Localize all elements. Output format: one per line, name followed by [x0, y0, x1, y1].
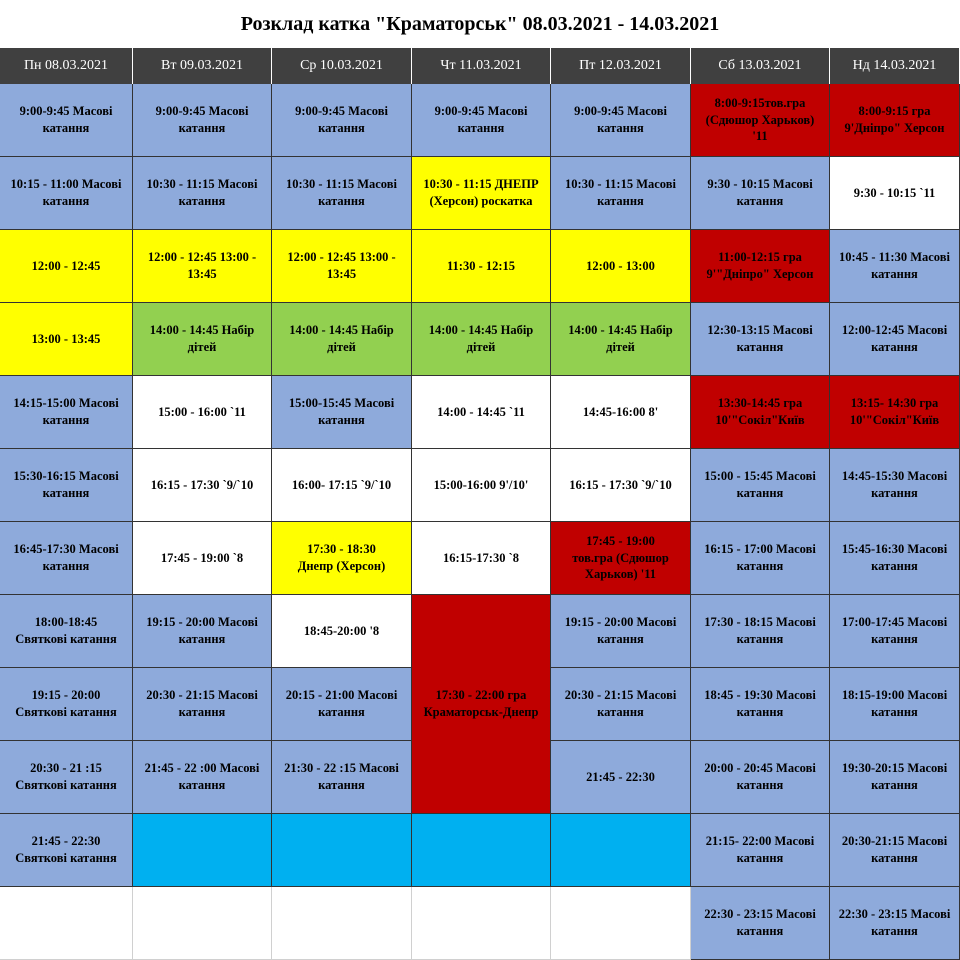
schedule-cell: 9:00-9:45 Масові катання	[551, 84, 691, 157]
schedule-cell: 10:30 - 11:15 ДНЕПР (Херсон) роскатка	[412, 157, 551, 230]
schedule-cell: 21:30 - 22 :15 Масові катання	[272, 741, 412, 814]
schedule-cell: 17:30 - 18:15 Масові катання	[691, 595, 830, 668]
empty-cell	[133, 887, 272, 960]
day-header: Сб 13.03.2021	[691, 48, 830, 84]
schedule-cell: 16:15 - 17:00 Масові катання	[691, 522, 830, 595]
schedule-cell: 16:00- 17:15 `9/`10	[272, 449, 412, 522]
day-header: Нд 14.03.2021	[830, 48, 960, 84]
schedule-cell: 18:15-19:00 Масові катання	[830, 668, 960, 741]
schedule-cell: 13:30-14:45 гра 10'"Сокіл"Київ	[691, 376, 830, 449]
schedule-cell: 22:30 - 23:15 Масові катання	[691, 887, 830, 960]
schedule-cell: 14:15-15:00 Масові катання	[0, 376, 133, 449]
schedule-cell: 17:45 - 19:00 тов.гра (Сдюшор Харьков) '11	[551, 522, 691, 595]
schedule-cell: 18:45 - 19:30 Масові катання	[691, 668, 830, 741]
schedule-cell: 20:30 - 21:15 Масові катання	[551, 668, 691, 741]
schedule-cell: 21:15- 22:00 Масові катання	[691, 814, 830, 887]
schedule-cell: 14:00 - 14:45 Набір дітей	[272, 303, 412, 376]
schedule-cell: 21:45 - 22 :00 Масові катання	[133, 741, 272, 814]
schedule-cell: 9:30 - 10:15 `11	[830, 157, 960, 230]
schedule-cell: 16:15 - 17:30 `9/`10	[133, 449, 272, 522]
schedule-cell: 18:00-18:45 Святкові катання	[0, 595, 133, 668]
schedule-cell: 14:00 - 14:45 `11	[412, 376, 551, 449]
schedule-cell: 14:00 - 14:45 Набір дітей	[551, 303, 691, 376]
schedule-cell: 14:45-15:30 Масові катання	[830, 449, 960, 522]
schedule-cell: 12:00 - 13:00	[551, 230, 691, 303]
schedule-cell: 21:45 - 22:30	[551, 741, 691, 814]
schedule-cell: 19:30-20:15 Масові катання	[830, 741, 960, 814]
schedule-cell: 21:45 - 22:30 Святкові катання	[0, 814, 133, 887]
schedule-cell: 9:30 - 10:15 Масові катання	[691, 157, 830, 230]
schedule-cell: 18:45-20:00 '8	[272, 595, 412, 668]
schedule-cell: 14:45-16:00 8'	[551, 376, 691, 449]
schedule-cell: 16:15-17:30 `8	[412, 522, 551, 595]
schedule-cell: 9:00-9:45 Масові катання	[412, 84, 551, 157]
schedule-cell: 14:00 - 14:45 Набір дітей	[412, 303, 551, 376]
empty-cell	[551, 887, 691, 960]
schedule-cell: 19:15 - 20:00 Масові катання	[551, 595, 691, 668]
page-title: Розклад катка "Краматорськ" 08.03.2021 - 14.03.2021	[240, 12, 720, 35]
empty-cell	[551, 814, 691, 887]
empty-cell	[272, 814, 412, 887]
schedule-cell: 13:15- 14:30 гра 10'"Сокіл"Київ	[830, 376, 960, 449]
schedule-cell: 10:15 - 11:00 Масові катання	[0, 157, 133, 230]
schedule-cell: 9:00-9:45 Масові катання	[133, 84, 272, 157]
schedule-cell: 17:00-17:45 Масові катання	[830, 595, 960, 668]
day-header: Пт 12.03.2021	[551, 48, 691, 84]
schedule-cell: 19:15 - 20:00 Масові катання	[133, 595, 272, 668]
schedule-table	[0, 48, 960, 960]
empty-cell	[412, 814, 551, 887]
schedule-cell: 17:45 - 19:00 `8	[133, 522, 272, 595]
day-header: Вт 09.03.2021	[133, 48, 272, 84]
schedule-cell: 9:00-9:45 Масові катання	[0, 84, 133, 157]
schedule-cell: 22:30 - 23:15 Масові катання	[830, 887, 960, 960]
schedule-cell: 12:00 - 12:45 13:00 - 13:45	[133, 230, 272, 303]
schedule-cell: 8:00-9:15тов.гра (Сдюшор Харьков) '11	[691, 84, 830, 157]
schedule-cell: 20:30 - 21:15 Масові катання	[133, 668, 272, 741]
schedule-cell: 15:45-16:30 Масові катання	[830, 522, 960, 595]
schedule-cell: 16:45-17:30 Масові катання	[0, 522, 133, 595]
schedule-cell: 15:30-16:15 Масові катання	[0, 449, 133, 522]
schedule-cell: 10:45 - 11:30 Масові катання	[830, 230, 960, 303]
schedule-cell: 19:15 - 20:00 Святкові катання	[0, 668, 133, 741]
empty-cell	[0, 887, 133, 960]
schedule-cell: 10:30 - 11:15 Масові катання	[133, 157, 272, 230]
day-header: Чт 11.03.2021	[412, 48, 551, 84]
schedule-cell: 12:30-13:15 Масові катання	[691, 303, 830, 376]
schedule-cell: 15:00 - 16:00 `11	[133, 376, 272, 449]
schedule-cell: 9:00-9:45 Масові катання	[272, 84, 412, 157]
schedule-cell: 10:30 - 11:15 Масові катання	[551, 157, 691, 230]
schedule-cell: 20:00 - 20:45 Масові катання	[691, 741, 830, 814]
empty-cell	[412, 887, 551, 960]
schedule-cell: 17:30 - 18:30 Днепр (Херсон)	[272, 522, 412, 595]
schedule-cell: 12:00-12:45 Масові катання	[830, 303, 960, 376]
day-header: Пн 08.03.2021	[0, 48, 133, 84]
empty-cell	[133, 814, 272, 887]
schedule-cell: 12:00 - 12:45 13:00 - 13:45	[272, 230, 412, 303]
schedule-cell: 8:00-9:15 гра 9'Дніпро" Херсон	[830, 84, 960, 157]
schedule-cell: 20:30 - 21 :15 Святкові катання	[0, 741, 133, 814]
schedule-cell: 15:00-15:45 Масові катання	[272, 376, 412, 449]
day-header: Ср 10.03.2021	[272, 48, 412, 84]
schedule-cell: 15:00 - 15:45 Масові катання	[691, 449, 830, 522]
schedule-cell: 11:30 - 12:15	[412, 230, 551, 303]
schedule-cell: 17:30 - 22:00 гра Краматорськ-Днепр	[412, 595, 551, 814]
schedule-cell: 10:30 - 11:15 Масові катання	[272, 157, 412, 230]
schedule-cell: 15:00-16:00 9'/10'	[412, 449, 551, 522]
schedule-cell: 12:00 - 12:45	[0, 230, 133, 303]
schedule-cell: 16:15 - 17:30 `9/`10	[551, 449, 691, 522]
schedule-cell: 11:00-12:15 гра 9'"Дніпро" Херсон	[691, 230, 830, 303]
schedule-cell: 20:15 - 21:00 Масові катання	[272, 668, 412, 741]
schedule-cell: 13:00 - 13:45	[0, 303, 133, 376]
schedule-cell: 14:00 - 14:45 Набір дітей	[133, 303, 272, 376]
empty-cell	[272, 887, 412, 960]
schedule-cell: 20:30-21:15 Масові катання	[830, 814, 960, 887]
